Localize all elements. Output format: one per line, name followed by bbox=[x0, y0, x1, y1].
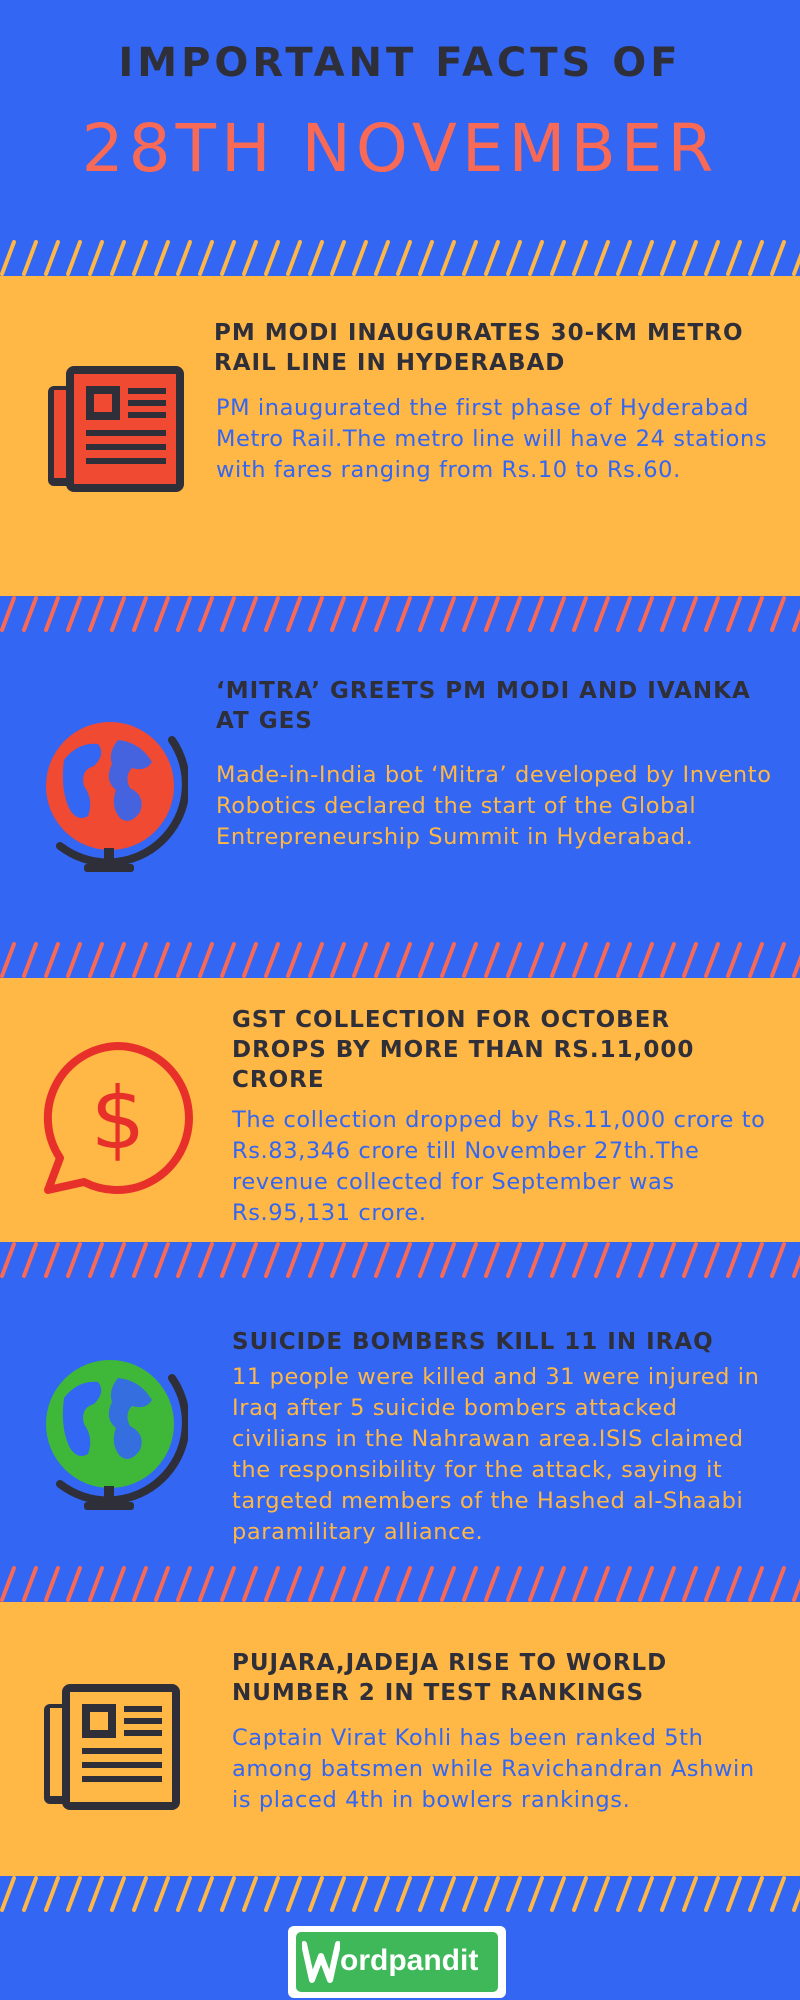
stripe-divider bbox=[0, 1876, 800, 1912]
globe-icon bbox=[34, 710, 188, 878]
fact-title: GST COLLECTION FOR OCTOBER DROPS BY MORE THAN RS.11,000 CRORE bbox=[232, 1007, 695, 1093]
fact-title: PUJARA,JADEJA RISE TO WORLD NUMBER 2 IN TEST RANKINGS bbox=[232, 1650, 668, 1706]
stripe-divider bbox=[0, 240, 800, 276]
fact-title: PM MODI INAUGURATES 30-KM METRO RAIL LINE IN HYDERABAD bbox=[214, 320, 744, 376]
fact-body: Captain Virat Kohli has been ranked 5th among batsmen while Ravichandran Ashwin is placed 4th in bowlers rankings. bbox=[232, 1725, 755, 1813]
svg-text:$: $ bbox=[90, 1069, 146, 1169]
wordpandit-logo[interactable] bbox=[288, 1926, 506, 1998]
logo-text: ordpandit bbox=[340, 1944, 479, 1977]
stripe-divider bbox=[0, 596, 800, 632]
newspaper-icon bbox=[44, 360, 188, 500]
header-title: IMPORTANT FACTS OF bbox=[118, 40, 682, 86]
logo-w-icon bbox=[302, 1936, 340, 1988]
stripe-divider bbox=[0, 1566, 800, 1602]
dollar-speech-bubble-icon bbox=[38, 1038, 198, 1198]
newspaper-icon bbox=[40, 1678, 184, 1818]
fact-title: SUICIDE BOMBERS KILL 11 IN IRAQ bbox=[232, 1329, 714, 1355]
header-date: 28TH NOVEMBER bbox=[81, 110, 719, 187]
globe-icon bbox=[34, 1348, 188, 1516]
fact-title: ‘MITRA’ GREETS PM MODI AND IVANKA AT GES bbox=[216, 678, 751, 734]
logo-badge bbox=[296, 1932, 498, 1992]
fact-body: 11 people were killed and 31 were injured in Iraq after 5 suicide bombers attacked civilians in the Nahrawan area.ISIS claimed the responsibility for the attack, saying it targeted members of the Hashed al-Shaabi paramilitary alliance. bbox=[232, 1364, 760, 1545]
fact-body: PM inaugurated the first phase of Hyderabad Metro Rail.The metro line will have 24 stations with fares ranging from Rs.10 to Rs.60. bbox=[216, 395, 768, 483]
stripe-divider bbox=[0, 1242, 800, 1278]
fact-body: The collection dropped by Rs.11,000 crore to Rs.83,346 crore till November 27th.The revenue collected for September was Rs.95,131 crore. bbox=[232, 1107, 766, 1226]
stripe-divider bbox=[0, 942, 800, 978]
header bbox=[0, 0, 800, 240]
fact-body: Made-in-India bot ‘Mitra’ developed by Invento Robotics declared the start of the Global Entrepreneurship Summit in Hyderabad. bbox=[216, 762, 772, 850]
